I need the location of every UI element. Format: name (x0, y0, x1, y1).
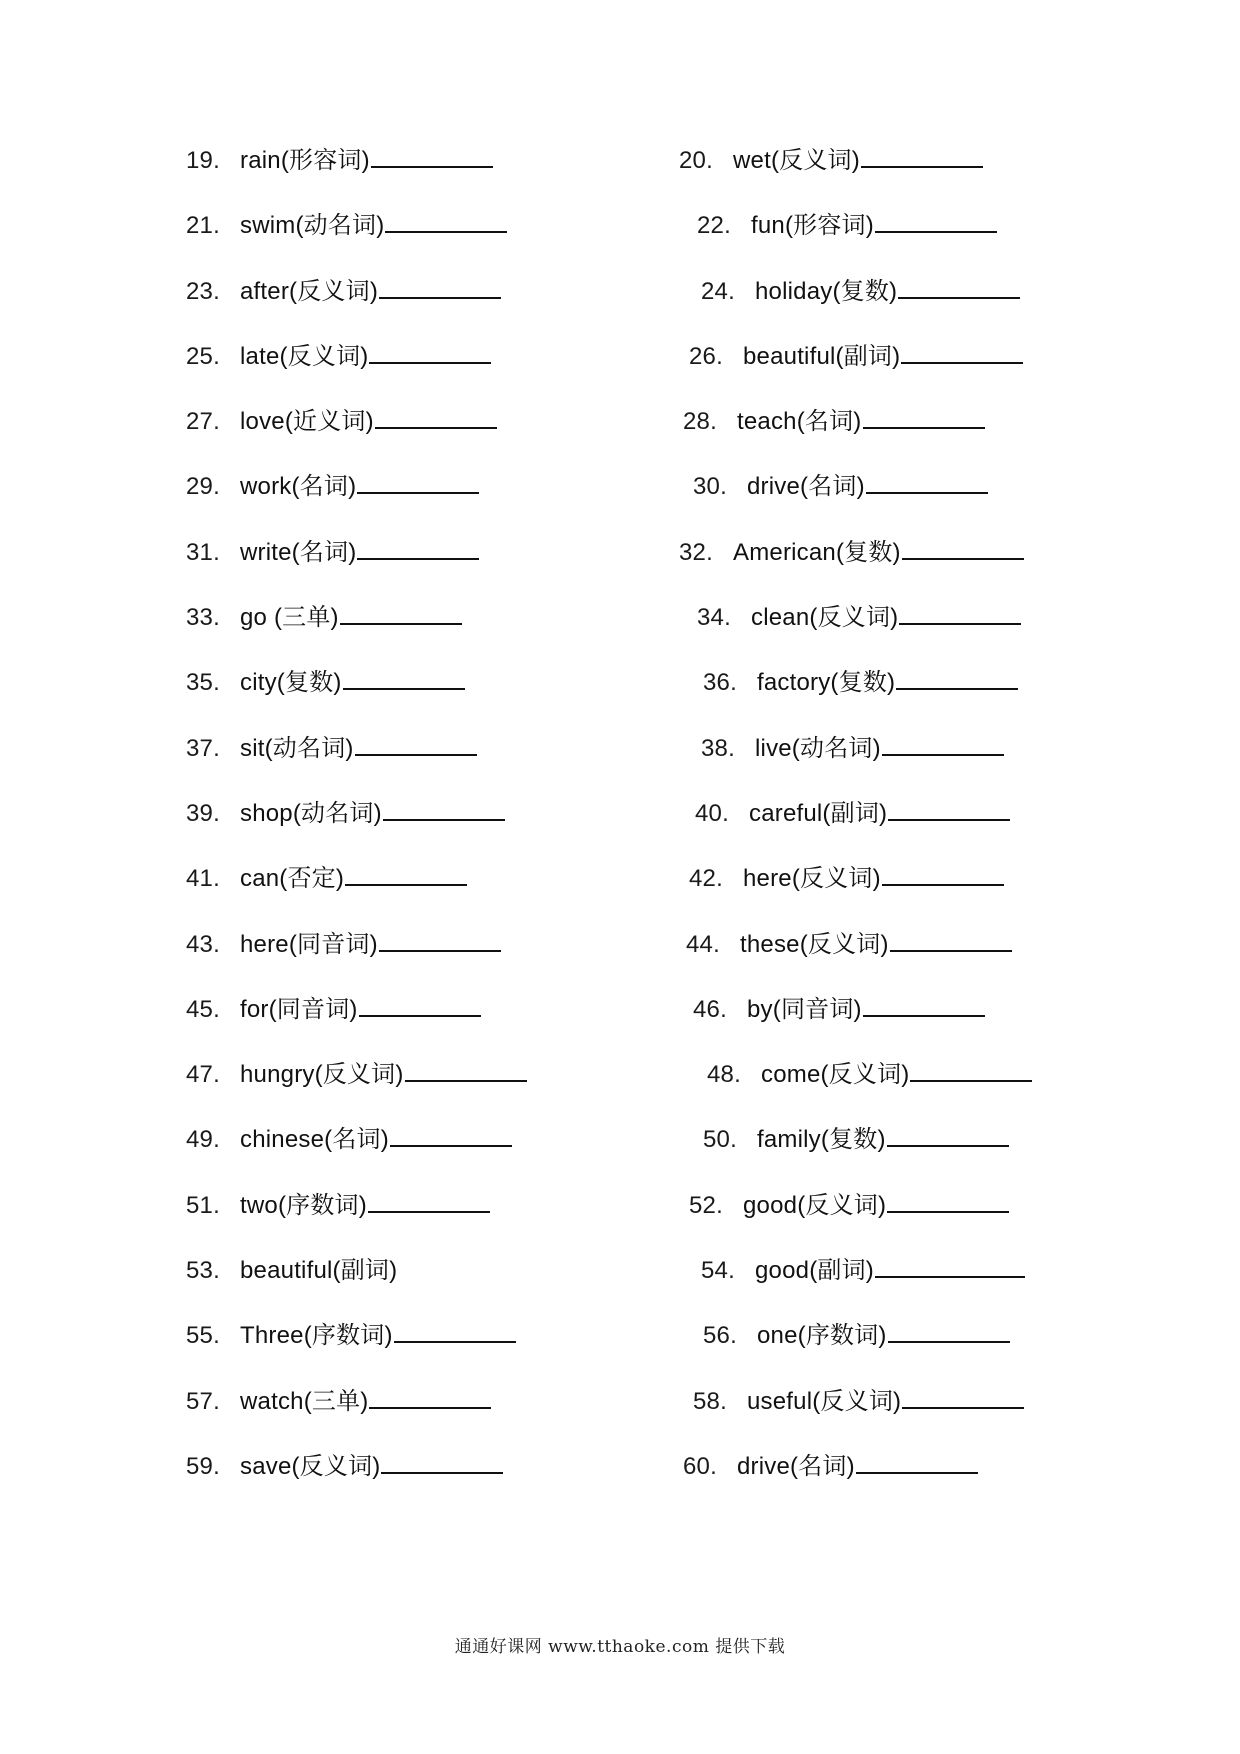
item-number: 56. (703, 1322, 737, 1350)
exercise-item (186, 211, 507, 241)
item-number: 48. (707, 1061, 741, 1089)
item-prompt: good(副词) (755, 1257, 874, 1285)
item-prompt: teach(名词) (737, 408, 862, 436)
exercise-row (186, 995, 1066, 1060)
item-prompt: city(复数) (240, 669, 342, 697)
item-prompt: useful(反义词) (747, 1387, 902, 1415)
exercise-item (186, 1452, 503, 1482)
exercise-row (186, 211, 1066, 276)
exercise-item (186, 1060, 527, 1090)
exercise-row (186, 603, 1066, 668)
item-prompt: these(反义词) (740, 930, 889, 958)
answer-blank[interactable] (901, 342, 1023, 364)
answer-blank[interactable] (379, 277, 501, 299)
item-number: 59. (186, 1452, 220, 1480)
answer-blank[interactable] (369, 342, 491, 364)
item-prompt: swim(动名词) (240, 212, 385, 240)
answer-blank[interactable] (357, 538, 479, 560)
exercise-item (186, 995, 481, 1025)
item-prompt: chinese(名词) (240, 1126, 389, 1154)
item-prompt: watch(三单) (240, 1387, 369, 1415)
item-prompt: hungry(反义词) (240, 1061, 404, 1089)
item-prompt: can(否定) (240, 865, 345, 893)
exercise-item (186, 1387, 491, 1417)
item-number: 23. (186, 277, 220, 305)
exercise-row (186, 734, 1066, 799)
exercise-row (186, 930, 1066, 995)
item-number: 29. (186, 473, 220, 501)
item-number: 20. (679, 147, 713, 174)
exercise-row (186, 472, 1066, 537)
item-prompt: Three(序数词) (240, 1322, 393, 1350)
answer-blank[interactable] (887, 1191, 1009, 1213)
item-number: 33. (186, 604, 220, 632)
item-prompt: shop(动名词) (240, 799, 382, 827)
exercise-item (689, 1191, 1009, 1221)
answer-blank[interactable] (861, 146, 983, 168)
answer-blank[interactable] (888, 799, 1010, 821)
item-prompt: sit(动名词) (240, 734, 354, 762)
item-prompt: beautiful(副词) (743, 342, 901, 370)
answer-blank[interactable] (902, 1387, 1024, 1409)
item-prompt: love(近义词) (240, 408, 374, 436)
item-number: 34. (697, 604, 731, 632)
item-prompt: live(动名词) (755, 734, 881, 762)
item-prompt: work(名词) (240, 473, 357, 501)
exercise-item (186, 472, 479, 502)
answer-blank[interactable] (863, 407, 985, 429)
exercise-item (683, 407, 985, 437)
item-number: 27. (186, 408, 220, 436)
exercise-item (186, 603, 462, 633)
answer-blank[interactable] (368, 1191, 490, 1213)
exercise-item (186, 1125, 512, 1155)
exercise-row (186, 1387, 1066, 1452)
exercise-item (686, 930, 1012, 960)
item-number: 28. (683, 408, 717, 436)
answer-blank[interactable] (899, 603, 1021, 625)
answer-blank[interactable] (405, 1060, 527, 1082)
item-number: 37. (186, 734, 220, 762)
exercise-item (695, 799, 1010, 829)
item-prompt: save(反义词) (240, 1452, 381, 1480)
item-prompt: here(反义词) (743, 865, 881, 893)
exercise-row (186, 342, 1066, 407)
item-number: 42. (689, 865, 723, 893)
exercise-item (186, 342, 491, 372)
item-prompt: drive(名词) (747, 473, 865, 501)
item-prompt: drive(名词) (737, 1452, 855, 1480)
exercise-row (186, 1452, 1066, 1517)
exercise-item (701, 734, 1004, 764)
answer-blank[interactable] (882, 734, 1004, 756)
item-number: 25. (186, 342, 220, 370)
item-number: 22. (697, 212, 731, 240)
answer-blank[interactable] (882, 864, 1004, 886)
exercise-row (186, 668, 1066, 733)
item-prompt: American(复数) (733, 538, 901, 566)
exercise-item (186, 277, 501, 307)
answer-blank[interactable] (887, 1125, 1009, 1147)
answer-blank[interactable] (910, 1060, 1032, 1082)
answer-blank[interactable] (340, 603, 462, 625)
item-number: 38. (701, 734, 735, 762)
exercise-item (186, 930, 501, 960)
exercise-item (186, 1321, 516, 1351)
exercise-row (186, 1321, 1066, 1386)
exercise-row (186, 407, 1066, 472)
answer-blank[interactable] (866, 472, 988, 494)
exercise-row (186, 1256, 1066, 1321)
exercise-row (186, 1191, 1066, 1256)
item-number: 47. (186, 1061, 220, 1089)
item-number: 32. (679, 538, 713, 566)
exercise-item (697, 603, 1021, 633)
item-number: 36. (703, 669, 737, 697)
exercise-item (679, 146, 983, 176)
item-prompt: wet(反义词) (733, 147, 860, 174)
item-number: 60. (683, 1452, 717, 1480)
item-prompt: late(反义词) (240, 342, 369, 370)
item-number: 35. (186, 669, 220, 697)
item-number: 31. (186, 538, 220, 566)
item-prompt: rain(形容词) (240, 147, 370, 174)
answer-blank[interactable] (856, 1452, 978, 1474)
answer-blank[interactable] (355, 734, 477, 756)
item-prompt: factory(复数) (757, 669, 896, 697)
exercise-item (689, 864, 1004, 894)
answer-blank[interactable] (888, 1321, 1010, 1343)
footer-source: 通通好课网 www.tthaoke.com 提供下载 (454, 1637, 786, 1657)
exercise-item (186, 734, 477, 764)
answer-blank[interactable] (394, 1321, 516, 1343)
exercise-item (683, 1452, 978, 1482)
item-prompt: here(同音词) (240, 930, 378, 958)
answer-blank[interactable] (343, 668, 465, 690)
answer-blank[interactable] (875, 211, 997, 233)
answer-blank[interactable] (902, 538, 1024, 560)
exercise-item (186, 1256, 397, 1286)
exercise-item (186, 538, 479, 568)
answer-blank[interactable] (371, 146, 493, 168)
item-prompt: good(反义词) (743, 1191, 887, 1219)
answer-blank[interactable] (369, 1387, 491, 1409)
exercise-item (186, 1191, 490, 1221)
item-number: 39. (186, 799, 220, 827)
answer-blank[interactable] (385, 211, 507, 233)
item-number: 46. (693, 995, 727, 1023)
item-prompt: clean(反义词) (751, 604, 899, 632)
item-number: 45. (186, 995, 220, 1023)
item-prompt: go (三单) (240, 604, 339, 632)
exercise-item (679, 538, 1024, 568)
exercise-item (703, 1321, 1010, 1351)
item-prompt: two(序数词) (240, 1191, 367, 1219)
item-number: 40. (695, 799, 729, 827)
item-prompt: write(名词) (240, 538, 357, 566)
item-prompt: by(同音词) (747, 995, 862, 1023)
exercise-item (186, 407, 497, 437)
item-prompt: after(反义词) (240, 277, 379, 305)
exercise-item (701, 277, 1020, 307)
exercise-item (703, 1125, 1009, 1155)
exercise-row (186, 1060, 1066, 1125)
answer-blank[interactable] (375, 407, 497, 429)
exercise-row (186, 864, 1066, 929)
item-number: 57. (186, 1387, 220, 1415)
exercise-row (186, 538, 1066, 603)
answer-blank[interactable] (890, 930, 1012, 952)
exercise-item (186, 864, 467, 894)
answer-blank[interactable] (357, 472, 479, 494)
item-number: 52. (689, 1191, 723, 1219)
item-prompt: for(同音词) (240, 995, 358, 1023)
exercise-item (693, 472, 988, 502)
exercise-item (701, 1256, 1025, 1286)
exercise-row (186, 277, 1066, 342)
item-number: 50. (703, 1126, 737, 1154)
exercise-item (707, 1060, 1032, 1090)
exercise-item (693, 995, 985, 1025)
item-number: 44. (686, 930, 720, 958)
answer-blank[interactable] (896, 668, 1018, 690)
exercise-item (697, 211, 997, 241)
answer-blank[interactable] (875, 1256, 1025, 1278)
item-number: 51. (186, 1191, 220, 1219)
item-number: 54. (701, 1257, 735, 1285)
item-number: 49. (186, 1126, 220, 1154)
item-prompt: careful(副词) (749, 799, 888, 827)
item-number: 53. (186, 1257, 220, 1285)
answer-blank[interactable] (898, 277, 1020, 299)
item-number: 58. (693, 1387, 727, 1415)
item-number: 43. (186, 930, 220, 958)
exercise-list (186, 146, 1066, 1517)
exercise-row (186, 799, 1066, 864)
item-prompt: holiday(复数) (755, 277, 898, 305)
exercise-item (693, 1387, 1024, 1417)
exercise-row (186, 146, 1066, 211)
item-prompt: family(复数) (757, 1126, 886, 1154)
exercise-item (186, 668, 465, 698)
item-number: 30. (693, 473, 727, 501)
answer-blank[interactable] (383, 799, 505, 821)
exercise-item (703, 668, 1018, 698)
answer-blank[interactable] (345, 864, 467, 886)
item-prompt: one(序数词) (757, 1322, 887, 1350)
answer-blank[interactable] (359, 995, 481, 1017)
answer-blank[interactable] (390, 1125, 512, 1147)
item-number: 21. (186, 212, 220, 240)
exercise-item (689, 342, 1023, 372)
exercise-item (186, 799, 505, 829)
item-number: 41. (186, 865, 220, 893)
item-number: 55. (186, 1322, 220, 1350)
item-prompt: fun(形容词) (751, 212, 874, 240)
item-prompt: beautiful(副词) (240, 1257, 398, 1285)
answer-blank[interactable] (381, 1452, 503, 1474)
item-number: 26. (689, 342, 723, 370)
answer-blank[interactable] (379, 930, 501, 952)
exercise-item (186, 146, 493, 176)
exercise-row (186, 1125, 1066, 1190)
answer-blank[interactable] (863, 995, 985, 1017)
item-prompt: come(反义词) (761, 1061, 910, 1089)
item-number: 24. (701, 277, 735, 305)
item-number: 19. (186, 147, 220, 174)
